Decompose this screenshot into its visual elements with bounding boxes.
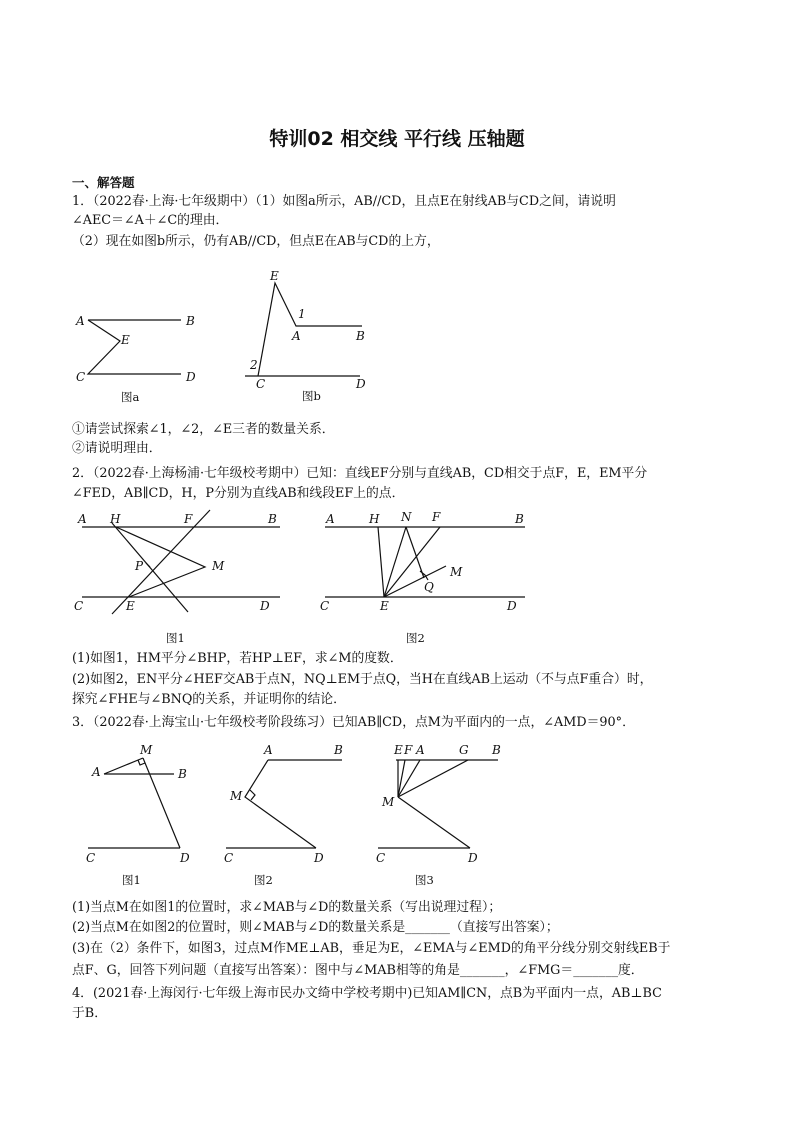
fig-a-label-C: C — [76, 370, 86, 384]
q2f1-label-C: C — [74, 599, 84, 613]
fig-b-label-B: B — [356, 329, 365, 343]
fig-a-label-B: B — [186, 314, 195, 328]
q2f1-caption: 图1 — [166, 631, 185, 645]
q1-figure-b — [245, 269, 366, 403]
q3f1-label-D: D — [180, 851, 190, 865]
fig-b-label-1: 1 — [298, 307, 306, 321]
fig-a-label-E: E — [121, 333, 130, 347]
q2f2-label-F: F — [432, 510, 441, 524]
fig-b-caption: 图b — [302, 389, 321, 403]
q2f2-label-Q: Q — [424, 580, 434, 594]
q3f1-label-B: B — [178, 767, 187, 781]
fig-b-label-A: A — [292, 329, 301, 343]
q4-line2: 于B． — [72, 1006, 107, 1021]
q3f1-label-M: M — [140, 743, 153, 757]
q2f2-label-N: N — [401, 510, 412, 524]
q2-sub1: (1)如图1，HM平分∠BHP，若HP⊥EF，求∠M的度数． — [72, 651, 403, 666]
fig-b-label-2: 2 — [250, 358, 258, 372]
q2f1-label-D: D — [260, 599, 270, 613]
q3f3-label-C: C — [376, 851, 386, 865]
q2f2-label-D: D — [507, 599, 517, 613]
q3-sub3a: (3)在（2）条件下，如图3，过点M作ME⊥AB，垂足为E，∠EMA与∠EMD的角平分线分别交射线EB于 — [72, 941, 671, 956]
q3f3-label-A: A — [416, 743, 425, 757]
fig-b-label-E: E — [270, 269, 279, 283]
q3f1-label-C: C — [86, 851, 96, 865]
q2-sub2b: 探究∠FHE与∠BNQ的关系，并证明你的结论． — [72, 692, 346, 707]
q1-sub2: ②请说明理由． — [72, 441, 162, 456]
q3f1-caption: 图1 — [122, 873, 141, 887]
q3f3-label-F: F — [404, 743, 413, 757]
q2-line2: ∠FED，AB∥CD，H，P分别为直线AB和线段EF上的点． — [72, 486, 405, 501]
q3-figure-1 — [86, 743, 190, 887]
q3f3-label-D: D — [468, 851, 478, 865]
section-heading: 一、解答题 — [72, 175, 135, 190]
q3f3-caption: 图3 — [415, 873, 434, 887]
q2f1-label-F: F — [184, 512, 193, 526]
q2f2-label-C: C — [320, 599, 330, 613]
q2-figure-2 — [320, 510, 525, 645]
fig-a-caption: 图a — [121, 390, 140, 404]
q3f1-label-A: A — [92, 765, 101, 779]
q2f2-label-E: E — [380, 599, 389, 613]
q3f2-caption: 图2 — [254, 873, 273, 887]
q3f3-label-M: M — [382, 795, 395, 809]
q1-line3: （2）现在如图b所示，仍有AB//CD，但点E在AB与CD的上方， — [72, 234, 440, 249]
q1-sub1: ①请尝试探索∠1，∠2，∠E三者的数量关系． — [72, 422, 335, 437]
fig-b-label-D: D — [356, 377, 366, 391]
q3-sub3b: 点F、G，回答下列问题（直接写出答案）：图中与∠MAB相等的角是_______，∠FMG＝_______度． — [72, 963, 644, 978]
q3f3-label-G: G — [459, 743, 469, 757]
q3f2-label-M: M — [230, 789, 243, 803]
q1-line2: ∠AEC＝∠A＋∠C的理由． — [72, 213, 229, 228]
q3-sub1: (1)当点M在如图1的位置时，求∠MAB与∠D的数量关系（写出说理过程）； — [72, 900, 502, 915]
page-title: 特训02 相交线 平行线 压轴题 — [269, 128, 525, 150]
fig-a-label-A: A — [76, 314, 85, 328]
q1-figure-a — [75, 314, 196, 404]
q2-figure-1 — [74, 510, 280, 645]
q2f2-label-A: A — [326, 512, 335, 526]
q2-line1: 2．（2022春·上海杨浦·七年级校考期中）已知：直线EF分别与直线AB，CD相交于点F，E，EM平分 — [72, 466, 648, 481]
q2f1-label-P: P — [135, 559, 144, 573]
q3-figure-3 — [376, 743, 501, 887]
q3-figure-2 — [224, 743, 343, 887]
q2-sub2a: (2)如图2，EN平分∠HEF交AB于点N，NQ⊥EM于点Q，当H在直线AB上运动（不与点F重合）时， — [72, 672, 653, 687]
q2f1-label-E: E — [126, 599, 135, 613]
fig-b-label-C: C — [256, 377, 266, 391]
q3-line1: 3．（2022春·上海宝山·七年级校考阶段练习）已知AB∥CD，点M为平面内的一点，∠AMD＝90°． — [72, 715, 635, 730]
q3-sub2: (2)当点M在如图2的位置时，则∠MAB与∠D的数量关系是_______（直接写出答案）； — [72, 920, 559, 935]
q2f1-label-H: H — [110, 512, 121, 526]
q2f1-label-A: A — [78, 512, 87, 526]
q2f1-label-M: M — [212, 559, 225, 573]
q3f3-label-B: B — [492, 743, 501, 757]
q1-line1: 1．（2022春·上海·七年级期中）（1）如图a所示，AB//CD，且点E在射线AB与CD之间，请说明 — [72, 194, 616, 209]
q2f2-label-B: B — [515, 512, 524, 526]
q3f2-label-D: D — [314, 851, 324, 865]
q2f1-label-B: B — [268, 512, 277, 526]
q3f2-label-B: B — [334, 743, 343, 757]
q3f3-label-E: E — [394, 743, 403, 757]
q3f2-label-C: C — [224, 851, 234, 865]
q4-line1: 4．(2021春·上海闵行·七年级上海市民办文绮中学校考期中)已知AM∥CN，点B为平面内一点，AB⊥BC — [72, 986, 662, 1001]
q2f2-label-M: M — [450, 565, 463, 579]
q2f2-label-H: H — [369, 512, 380, 526]
q3f2-label-A: A — [264, 743, 273, 757]
q2f2-caption: 图2 — [406, 631, 425, 645]
fig-a-label-D: D — [186, 370, 196, 384]
